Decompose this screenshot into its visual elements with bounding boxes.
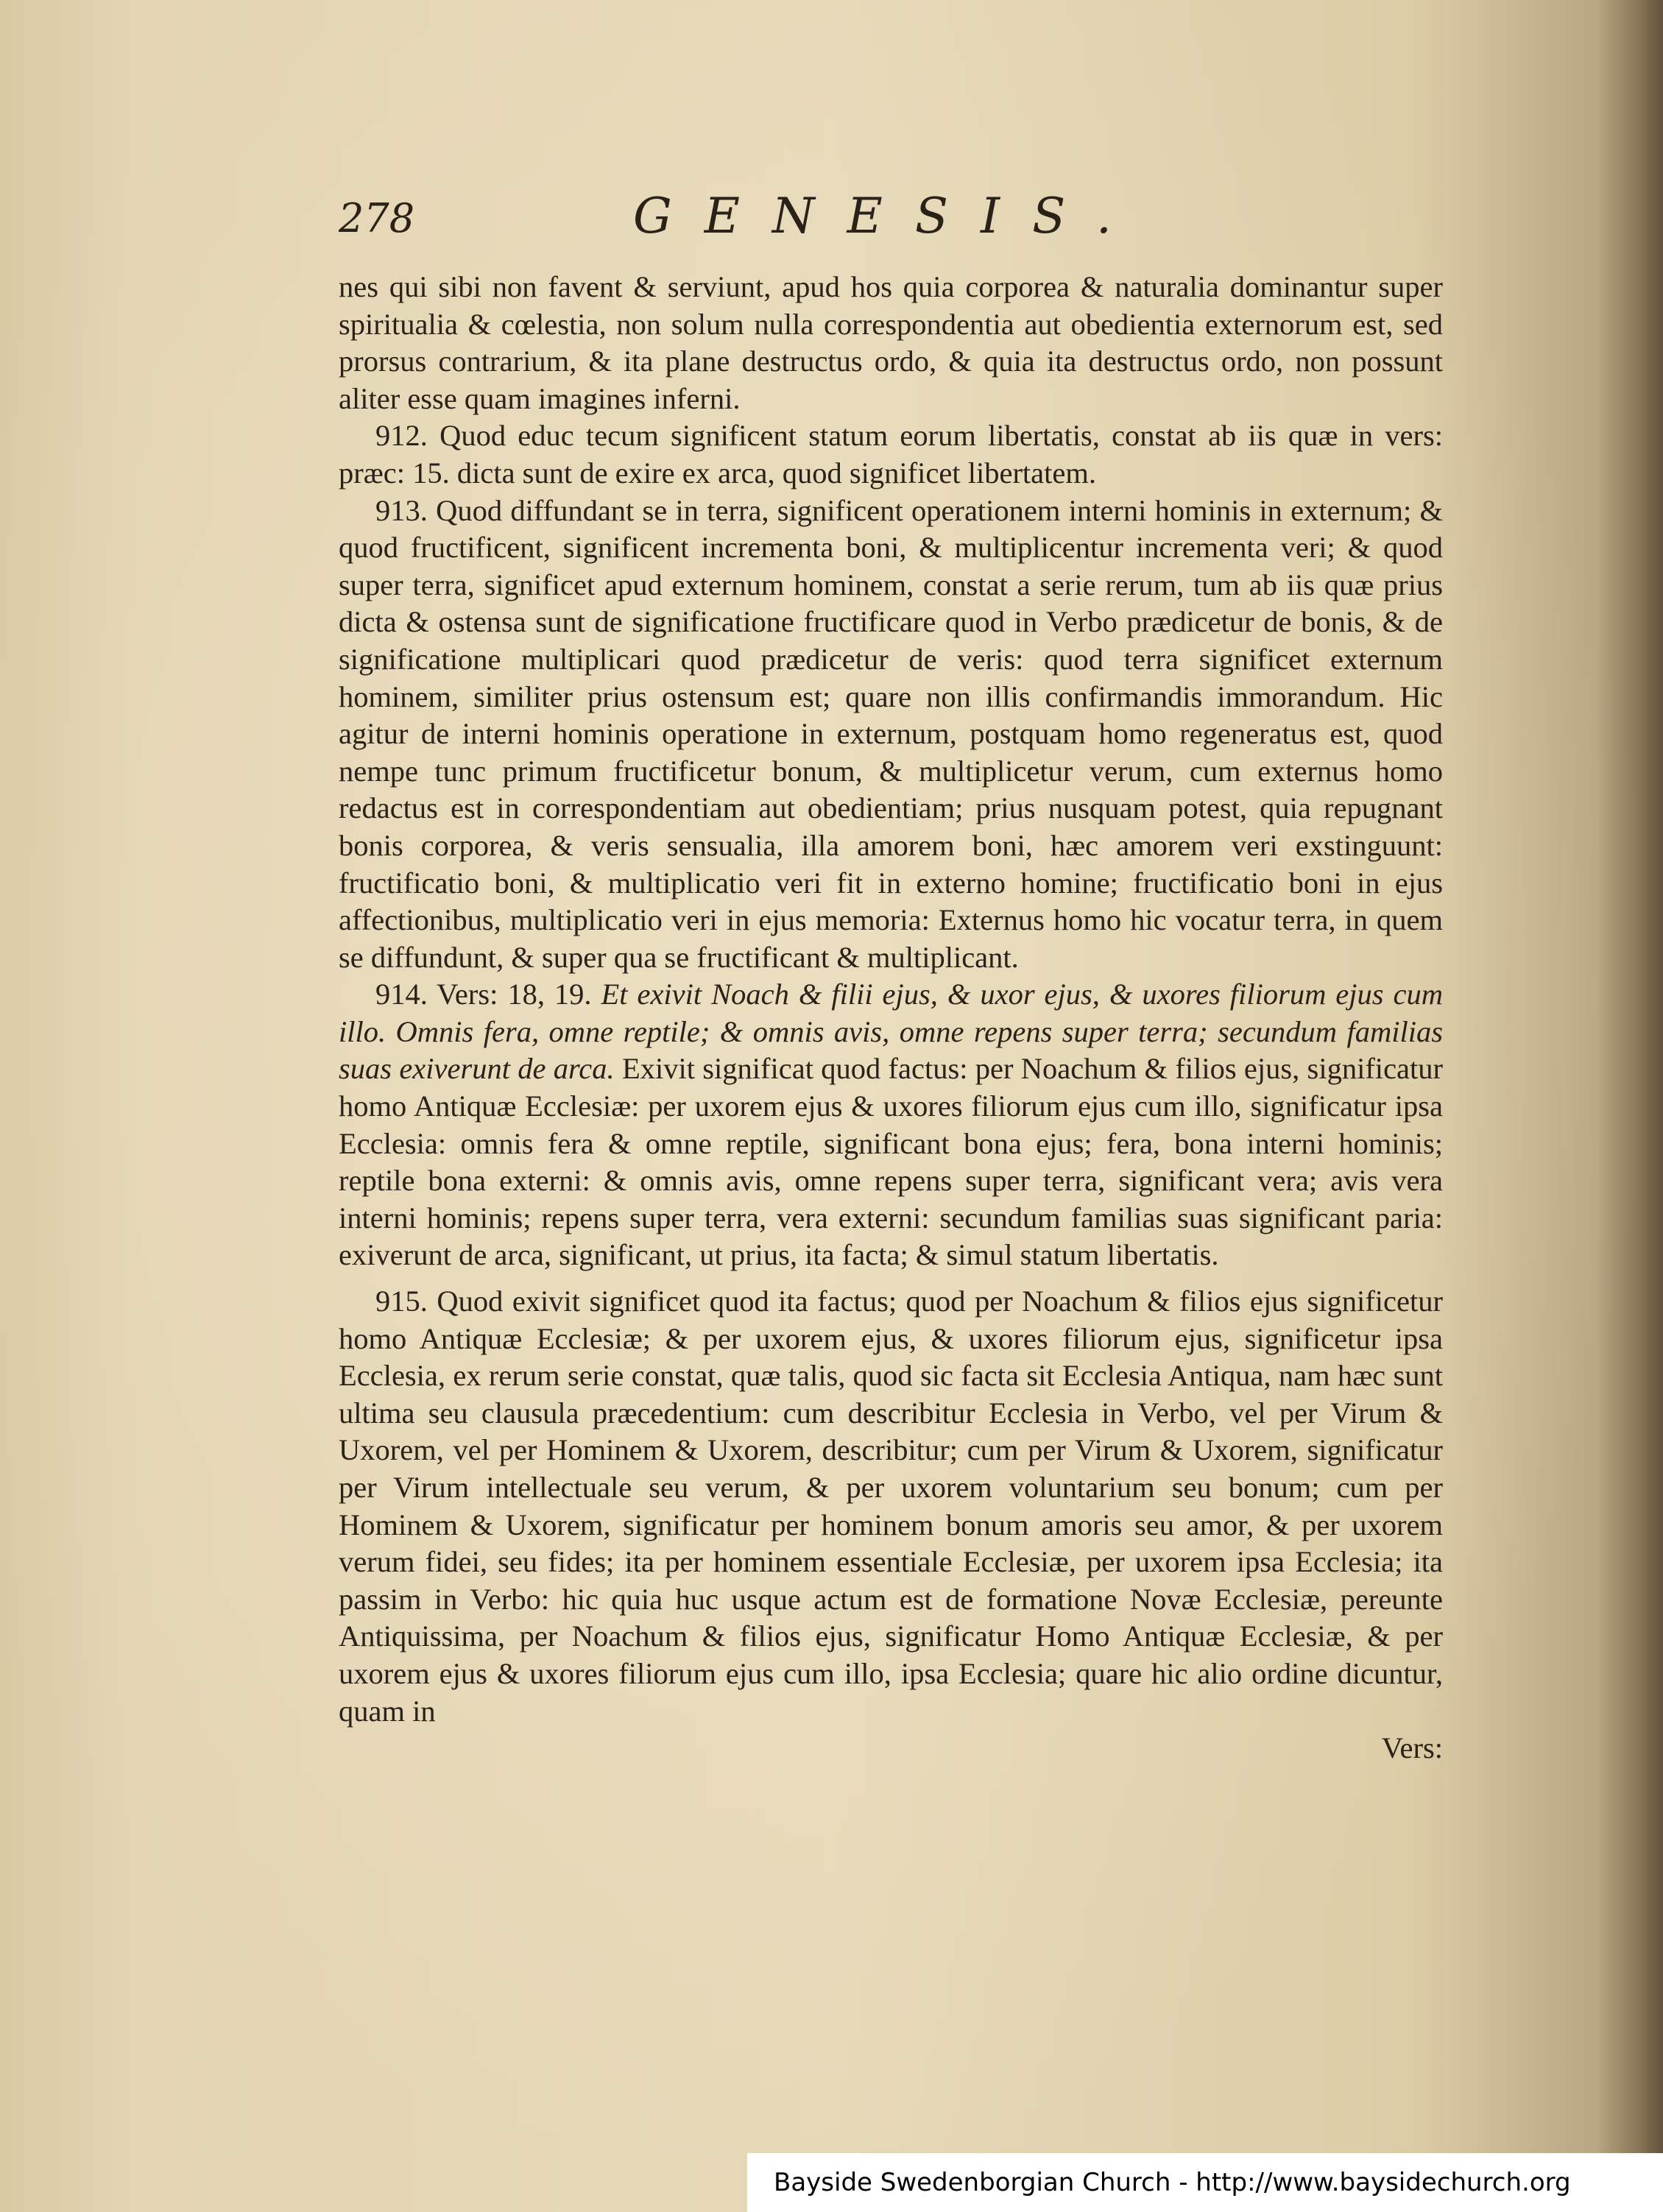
text-segment: 913. Quod diffundant se in terra, significent operationem interni hominis in externum; & quod fructificent, significent incrementa boni, & multiplicentur incrementa veri; & quod super terra, significet apud externum hominem, constat a serie rerum, tum ab iis quæ prius dicta & ostensa sunt de significatione fructificare quod in Verbo prædicetur de bonis, & de significatione multiplicari quod prædicetur de veris: quod terra significet externum hominem, similiter prius ostensum est; quare non illis confirmandis immorandum. Hic agitur de interni hominis operatione in externum, postquam homo regeneratus est, quod nempe tunc primum fructificetur bonum, & multiplicetur verum, cum externus homo redactus est in correspondentiam aut obedientiam; prius nusquam potest, quia repugnant bonis corporea, & veris sensualia, illa amorem boni, hæc amorem veri exstinguunt: fructificatio boni, & multiplicatio veri fit in externo homine; fructificatio boni in ejus affectionibus, multiplicatio veri in ejus memoria: Externus homo hic vocatur terra, in quem se diffundunt, & super qua se fructificant & multiplicant.: [339, 493, 1443, 974]
paragraph-912: [339, 417, 1443, 492]
watermark-banner: Bayside Swedenborgian Church - http://www.baysidechurch.org: [747, 2153, 1663, 2212]
catchword: Vers:: [1381, 1731, 1443, 1765]
spine-shadow: [1597, 0, 1663, 2212]
text-segment: 915. Quod exivit significet quod ita factus; quod per Noachum & filios ejus significetur homo Antiquæ Ecclesiæ; & per uxorem ejus, & uxores filiorum ejus, significetur ipsa Ecclesia, ex rerum serie constat, quæ talis, quod sic facta sit Ecclesia Antiqua, nam hæc sunt ultima seu clausula præcedentium: cum describitur Ecclesia in Verbo, vel per Virum & Uxorem, vel per Hominem & Uxorem, describitur; cum per Virum & Uxorem, significatur per Virum intellectuale seu verum, & per uxorem voluntarium seu bonum; cum per Hominem & Uxorem, significatur per hominem bonum amoris seu amor, & per uxorem verum fidei, seu fides; ita per hominem essentiale Ecclesiæ, per uxorem ipsa Ecclesia; ita passim in Verbo: hic quia huc usque actum est de formatione Novæ Ecclesiæ, pereunte Antiquissima, per Noachum & filios ejus, significatur Homo Antiquæ Ecclesiæ, & per uxorem ejus & uxores filiorum ejus cum illo, ipsa Ecclesia; quare hic alio ordine dicuntur, quam in: [339, 1285, 1443, 1728]
body-text: [339, 269, 1443, 1767]
paragraph-914: [339, 976, 1443, 1274]
text-segment: Exivit significat quod factus: per Noachum & filios ejus, significatur homo Antiquæ Ecclesiæ: per uxorem ejus & uxores filiorum ejus cum illo, significatur ipsa Ecclesia: omnis fera & omne reptile, significant bona ejus; fera, bona interni hominis; reptile bona externi: & omnis avis, omne repens super terra, significant vera; avis vera interni hominis; repens super terra, vera externi: secundum familias suas significant paria: exiverunt de arca, significant, ut prius, ita facta; & simul statum libertatis.: [339, 1052, 1444, 1272]
paragraph-continuation: [339, 269, 1443, 417]
running-head: [339, 188, 1251, 254]
scripture-quote: Et exivit Noach & filii ejus, & uxor ejus, & uxores filiorum ejus cum illo. Omnis fera, omne reptile; & omnis avis, omne repens super terra; secundum familias suas exiverunt de arca.: [339, 978, 1443, 1086]
page-number: 278: [339, 195, 415, 241]
book-title: GENESIS.: [633, 188, 1144, 244]
text-segment: 912. Quod educ tecum significent statum eorum libertatis, constat ab iis quæ in vers: præc: 15. dicta sunt de exire ex arca, quod significet libertatem.: [339, 419, 1443, 490]
paragraph-913: [339, 492, 1443, 977]
text-segment: nes qui sibi non favent & serviunt, apud hos quia corporea & naturalia dominantur super spiritualia & cœlestia, non solum nulla correspondentia aut obedientia externorum est, sed prorsus contrarium, & ita plane destructus ordo, & quia ita destructus ordo, non possunt aliter esse quam imagines inferni.: [339, 270, 1443, 415]
text-segment: 914. Vers: 18, 19.: [375, 978, 601, 1011]
paragraph-915: [339, 1283, 1443, 1730]
